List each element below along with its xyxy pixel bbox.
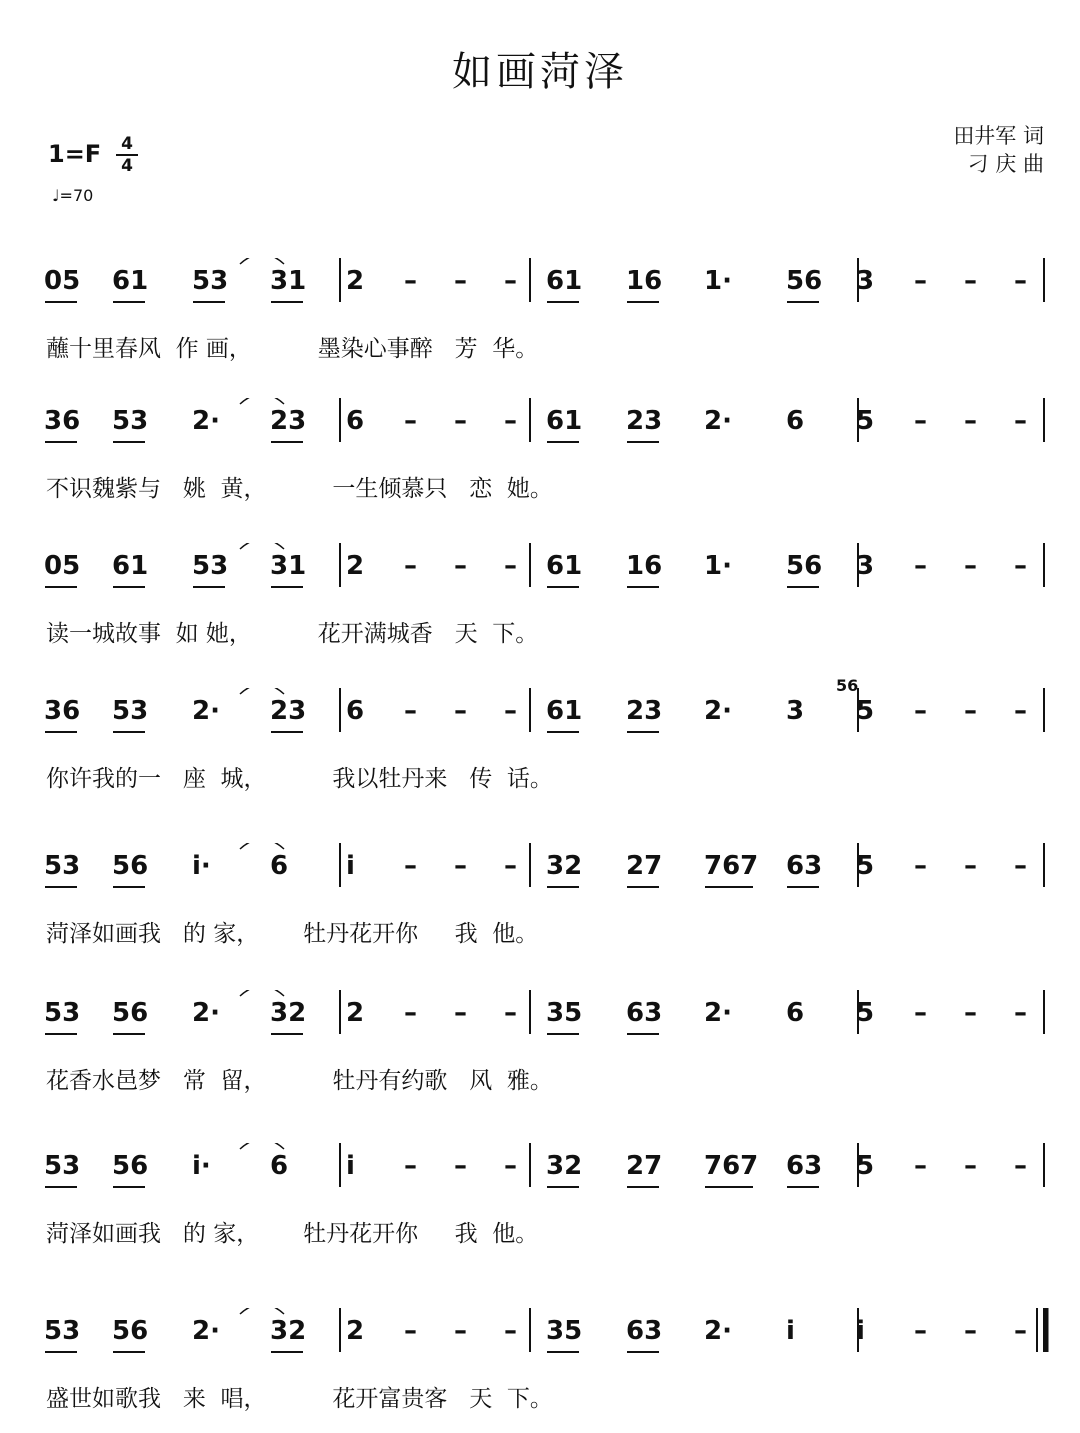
note: 32 (270, 1316, 307, 1346)
note: 32 (546, 851, 583, 881)
sustain-dash: – (454, 998, 467, 1028)
lyric-line: 菏泽如画我 的 家， 牡丹花开你 我 他。 (46, 921, 539, 947)
sustain-dash: – (914, 406, 927, 436)
note: 23 (270, 696, 307, 726)
note: 2· (704, 406, 732, 436)
sustain-dash: – (1014, 406, 1027, 436)
sustain-dash: – (914, 551, 927, 581)
note: 63 (786, 1151, 823, 1181)
note: 27 (626, 1151, 663, 1181)
score-system (0, 843, 1080, 963)
score-system (0, 1308, 1080, 1428)
note: 3 (856, 551, 875, 581)
time-signature-bottom: 4 (121, 156, 133, 176)
note: 2 (346, 1316, 365, 1346)
slur-arc (240, 1143, 284, 1149)
sustain-dash: – (964, 998, 977, 1028)
note: 05 (44, 266, 81, 296)
sustain-dash: – (1014, 1151, 1027, 1181)
note: i (856, 1316, 865, 1346)
sustain-dash: – (964, 851, 977, 881)
note: 56 (112, 1151, 149, 1181)
note: 31 (270, 551, 307, 581)
key-signature: 1=F (48, 140, 102, 168)
note: 56 (112, 851, 149, 881)
slur-arc (240, 543, 284, 549)
note: 53 (44, 1151, 81, 1181)
sustain-dash: – (964, 551, 977, 581)
note: 61 (546, 551, 583, 581)
note: 61 (546, 266, 583, 296)
sustain-dash: – (1014, 266, 1027, 296)
note: 6 (346, 406, 365, 436)
sustain-dash: – (504, 266, 517, 296)
slur-arc (240, 843, 284, 849)
sustain-dash: – (454, 851, 467, 881)
sustain-dash: – (504, 551, 517, 581)
time-signature-top: 4 (121, 134, 133, 154)
note: 2· (704, 696, 732, 726)
sustain-dash: – (914, 696, 927, 726)
note: 63 (786, 851, 823, 881)
note: 1· (704, 266, 732, 296)
note: 6 (786, 998, 805, 1028)
note: 31 (270, 266, 307, 296)
sustain-dash: – (1014, 998, 1027, 1028)
note: 53 (44, 1316, 81, 1346)
sustain-dash: – (914, 998, 927, 1028)
grace-notes: 56 (836, 676, 859, 695)
sustain-dash: – (454, 696, 467, 726)
sustain-dash: – (404, 1316, 417, 1346)
note: 56 (112, 998, 149, 1028)
tempo-marking: ♩=70 (52, 186, 94, 205)
note: 6 (270, 1151, 289, 1181)
lyricist-credit: 田井军 词 (953, 124, 1044, 148)
sustain-dash: – (504, 696, 517, 726)
note: 5 (856, 998, 875, 1028)
sustain-dash: – (454, 266, 467, 296)
note: i (786, 1316, 795, 1346)
lyric-line: 花香水邑梦 常 留， 牡丹有约歌 风 雅。 (46, 1068, 553, 1094)
note: 2· (192, 696, 220, 726)
sustain-dash: – (454, 551, 467, 581)
note: 61 (112, 266, 149, 296)
note: 767 (704, 1151, 759, 1181)
score-system (0, 543, 1080, 663)
sustain-dash: – (1014, 851, 1027, 881)
note: 53 (192, 266, 229, 296)
note: i (346, 1151, 355, 1181)
composer-credit: 刁 庆 曲 (967, 152, 1044, 176)
note: 61 (546, 696, 583, 726)
note: 5 (856, 696, 875, 726)
lyric-line: 不识魏紫与 姚 黄， 一生倾慕只 恋 她。 (46, 476, 553, 502)
note: 2 (346, 266, 365, 296)
score-system (0, 398, 1080, 518)
sustain-dash: – (404, 406, 417, 436)
note: 61 (112, 551, 149, 581)
note: 2· (192, 1316, 220, 1346)
note: 2· (704, 998, 732, 1028)
note: 32 (546, 1151, 583, 1181)
sustain-dash: – (404, 696, 417, 726)
note: 53 (112, 406, 149, 436)
sustain-dash: – (404, 551, 417, 581)
time-signature (116, 135, 138, 175)
note: 23 (626, 696, 663, 726)
lyric-line: 你许我的一 座 城， 我以牡丹来 传 话。 (46, 766, 553, 792)
sustain-dash: – (404, 1151, 417, 1181)
note: 35 (546, 998, 583, 1028)
note: 2· (704, 1316, 732, 1346)
sustain-dash: – (404, 998, 417, 1028)
sustain-dash: – (404, 266, 417, 296)
note: 3 (786, 696, 805, 726)
sustain-dash: – (964, 696, 977, 726)
note: 5 (856, 1151, 875, 1181)
note: 36 (44, 406, 81, 436)
note: 2 (346, 998, 365, 1028)
lyric-line: 读一城故事 如 她， 花开满城香 天 下。 (46, 621, 539, 647)
sustain-dash: – (964, 266, 977, 296)
note: 63 (626, 1316, 663, 1346)
note: 6 (786, 406, 805, 436)
lyric-line: 菏泽如画我 的 家， 牡丹花开你 我 他。 (46, 1221, 539, 1247)
note: 53 (44, 998, 81, 1028)
sustain-dash: – (504, 1151, 517, 1181)
sustain-dash: – (504, 851, 517, 881)
note: 2 (346, 551, 365, 581)
note: 2· (192, 998, 220, 1028)
sustain-dash: – (1014, 1316, 1027, 1346)
score-system (0, 676, 1080, 808)
note: 5 (856, 406, 875, 436)
note: 36 (44, 696, 81, 726)
sustain-dash: – (504, 998, 517, 1028)
note: 5 (856, 851, 875, 881)
note: 56 (786, 551, 823, 581)
sustain-dash: – (1014, 551, 1027, 581)
score-system (0, 1143, 1080, 1263)
sustain-dash: – (454, 1316, 467, 1346)
note: 35 (546, 1316, 583, 1346)
sustain-dash: – (964, 406, 977, 436)
sustain-dash: – (504, 406, 517, 436)
note: i· (192, 851, 211, 881)
note: 53 (192, 551, 229, 581)
lyric-line: 盛世如歌我 来 唱， 花开富贵客 天 下。 (46, 1386, 553, 1412)
sustain-dash: – (964, 1316, 977, 1346)
note: 23 (270, 406, 307, 436)
note: 53 (112, 696, 149, 726)
note: i (346, 851, 355, 881)
note: 53 (44, 851, 81, 881)
credits (953, 122, 1044, 178)
note: i· (192, 1151, 211, 1181)
slur-arc (240, 990, 284, 996)
sustain-dash: – (454, 1151, 467, 1181)
score-system (0, 258, 1080, 378)
note: 32 (270, 998, 307, 1028)
note: 6 (270, 851, 289, 881)
note: 16 (626, 266, 663, 296)
sustain-dash: – (454, 406, 467, 436)
note: 56 (786, 266, 823, 296)
note: 27 (626, 851, 663, 881)
slur-arc (240, 688, 284, 694)
note: 16 (626, 551, 663, 581)
song-title: 如画菏泽 (452, 49, 628, 95)
lyric-line: 蘸十里春风 作 画， 墨染心事醉 芳 华。 (46, 336, 539, 362)
sustain-dash: – (504, 1316, 517, 1346)
sustain-dash: – (914, 1151, 927, 1181)
sustain-dash: – (404, 851, 417, 881)
slur-arc (240, 1308, 284, 1314)
sustain-dash: – (1014, 696, 1027, 726)
note: 3 (856, 266, 875, 296)
note: 05 (44, 551, 81, 581)
note: 767 (704, 851, 759, 881)
sustain-dash: – (914, 851, 927, 881)
note: 63 (626, 998, 663, 1028)
note: 6 (346, 696, 365, 726)
slur-arc (240, 258, 284, 264)
note: 2· (192, 406, 220, 436)
sustain-dash: – (964, 1151, 977, 1181)
note: 1· (704, 551, 732, 581)
sustain-dash: – (914, 266, 927, 296)
sustain-dash: – (914, 1316, 927, 1346)
score-system (0, 990, 1080, 1110)
slur-arc (240, 398, 284, 404)
note: 56 (112, 1316, 149, 1346)
note: 23 (626, 406, 663, 436)
note: 61 (546, 406, 583, 436)
